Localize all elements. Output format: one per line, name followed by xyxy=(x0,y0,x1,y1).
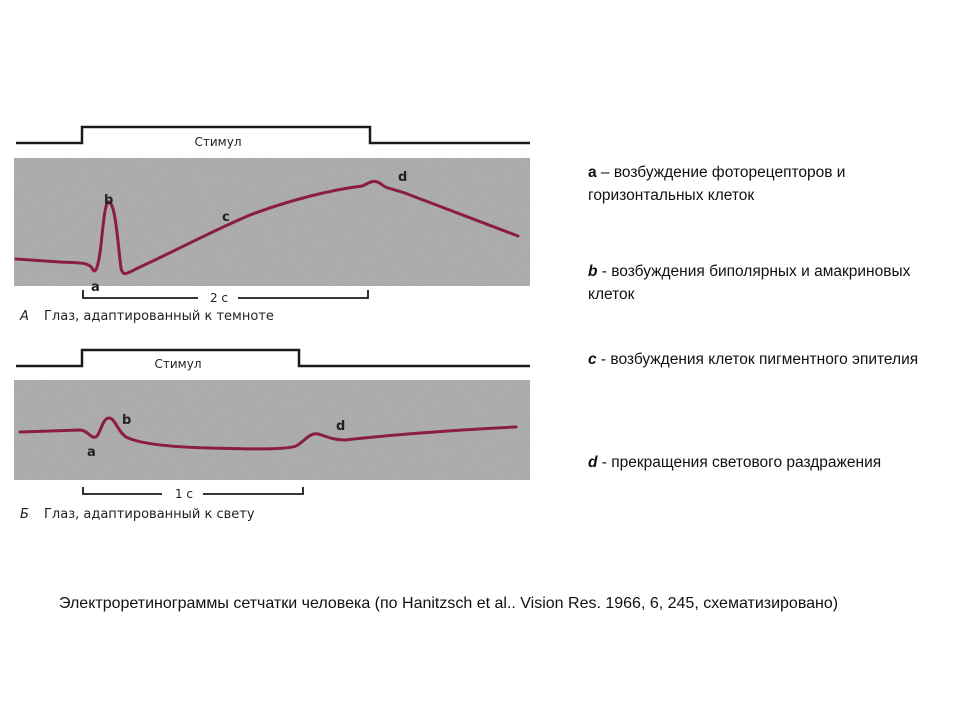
legend-key-d: d xyxy=(588,454,598,471)
time-scale-label-a: 2 с xyxy=(209,291,229,305)
legend-item-c xyxy=(588,348,928,371)
legend-text-c: - возбуждения клеток пигментного эпителия xyxy=(596,351,919,368)
panel-letter-a: А xyxy=(20,309,29,324)
legend-key-a: a xyxy=(588,164,597,181)
legend-item-d xyxy=(588,451,928,474)
wave-label-a-a: a xyxy=(91,280,100,295)
legend-item-a xyxy=(588,161,928,207)
legend-text-a: – возбуждение фоторецепторов и горизонтальных клеток xyxy=(588,164,846,204)
wave-label-c-a: c xyxy=(222,210,230,225)
legend-key-b: b xyxy=(588,263,598,280)
legend-item-b xyxy=(588,260,928,306)
wave-label-b-a: b xyxy=(104,193,114,208)
panel-b xyxy=(14,350,530,522)
wave-label-a-b: a xyxy=(87,445,96,460)
stimulus-label-a: Стимул xyxy=(194,135,242,149)
legend-text-b: - возбуждения биполярных и амакриновых клеток xyxy=(588,263,911,303)
legend-text-d: - прекращения светового раздражения xyxy=(597,454,882,471)
legend-key-c: c xyxy=(588,351,597,368)
wave-label-d-a: d xyxy=(398,170,408,185)
stimulus-trace-b xyxy=(16,350,530,366)
panel-caption-b: Глаз, адаптированный к свету xyxy=(44,507,255,522)
wave-label-d-b: d xyxy=(336,419,346,434)
panel-caption-a: Глаз, адаптированный к темноте xyxy=(44,309,274,324)
wave-label-b-b: b xyxy=(122,413,132,428)
erg-figure xyxy=(0,0,560,560)
stimulus-trace-a xyxy=(16,127,530,143)
panel-a xyxy=(14,127,530,324)
figure-caption: Электроретинограммы сетчатки человека (по Hanitzsch et al.. Vision Res. 1966, 6, 245, схематизировано) xyxy=(59,595,839,612)
time-scale-label-b: 1 с xyxy=(174,487,194,501)
panel-letter-b: Б xyxy=(20,507,29,522)
stimulus-label-b: Стимул xyxy=(154,357,202,371)
